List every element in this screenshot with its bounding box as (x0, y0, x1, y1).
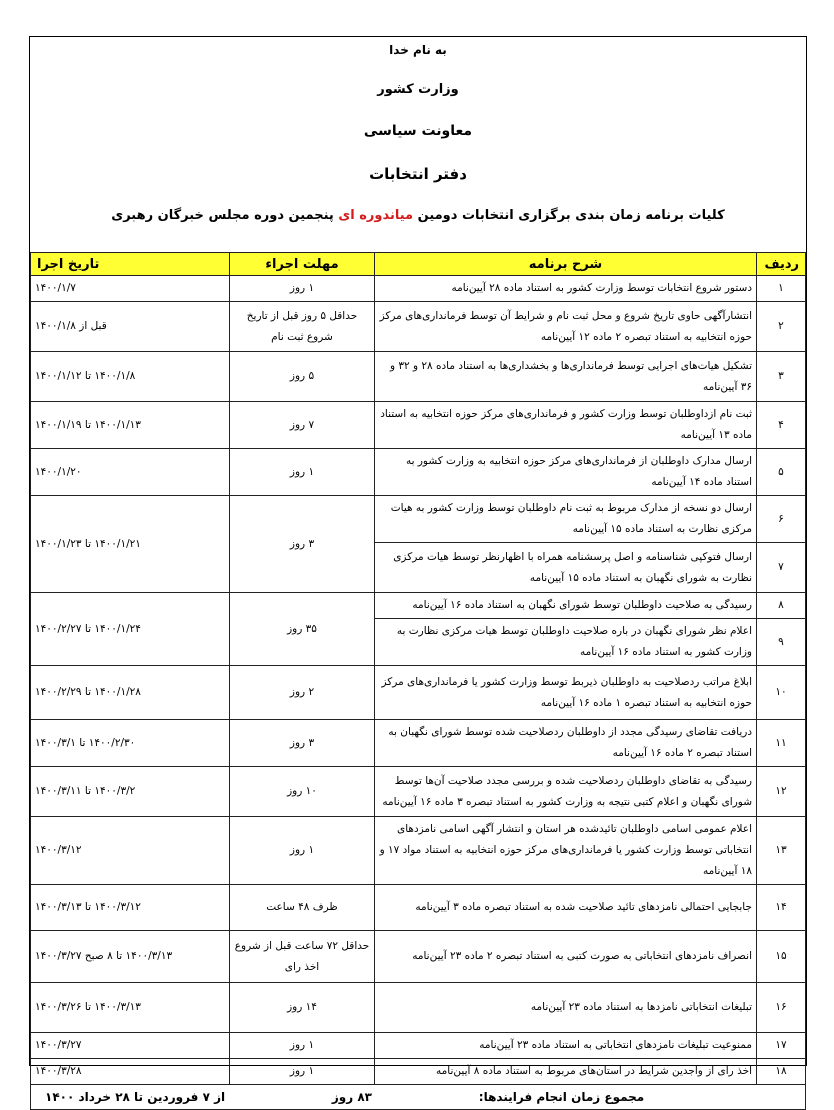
row-description: انتشارآگهی حاوی تاریخ شروع و محل ثبت نام و شرایط آن توسط فرمانداری‌های مرکز حوزه انتخابیه به استناد تبصره ۲ ماده ۱۲ آیین‌نامه (375, 302, 757, 352)
heading-bismillah: به نام خدا (389, 43, 447, 57)
total-cell (31, 1085, 806, 1110)
col-header-date: تاریخ اجرا (31, 253, 230, 276)
table-row (31, 931, 806, 983)
row-deadline: ۱۰ روز (230, 767, 375, 817)
table-row (31, 1059, 806, 1085)
row-description: رسیدگی به تقاضای داوطلبان ردصلاحیت شده و بررسی مجدد صلاحیت آن‌ها توسط شورای نگهبان و اعلام کتبی نتیجه به وزارت کشور به استناد تبصره ۳ ماده ۱۶ آیین‌نامه (375, 767, 757, 817)
row-deadline: ۳۵ روز (230, 593, 375, 666)
row-deadline: ۱ روز (230, 1059, 375, 1085)
table-header-row (31, 253, 806, 276)
total-label: مجموع زمان انجام فرایندها: (478, 1090, 645, 1104)
table-row (31, 352, 806, 402)
row-description: جابجایی احتمالی نامزدهای تائید صلاحیت شده به استناد تبصره ماده ۳ آیین‌نامه (375, 885, 757, 931)
row-date: قبل از ۱۴۰۰/۱/۸ (31, 302, 230, 352)
row-description: انصراف نامزدهای انتخاباتی به صورت کتبی به استناد تبصره ۲ ماده ۲۳ آیین‌نامه (375, 931, 757, 983)
row-deadline: ۱ روز (230, 449, 375, 496)
row-date: ۱۴۰۰/۱/۱۳ تا ۱۴۰۰/۱/۱۹ (31, 402, 230, 449)
heading-ministry: وزارت کشور (377, 82, 459, 97)
table-row (31, 720, 806, 767)
row-description: دریافت تقاضای رسیدگی مجدد از داوطلبان ردصلاحیت شده توسط شورای نگهبان به استناد تبصره ۲ ماده ۱۶ آیین‌نامه (375, 720, 757, 767)
col-header-description: شرح برنامه (375, 253, 757, 276)
row-number: ۱۷ (757, 1033, 806, 1059)
row-description: اعلام نظر شورای نگهبان در باره صلاحیت داوطلبان توسط هیات مرکزی نظارت به وزارت کشور به استناد ماده ۱۶ آیین‌نامه (375, 619, 757, 666)
table-row (31, 593, 806, 619)
row-number: ۹ (757, 619, 806, 666)
title-part-2: پنجمین دوره مجلس خبرگان رهبری (111, 208, 339, 223)
row-number: ۲ (757, 302, 806, 352)
row-number: ۱۶ (757, 983, 806, 1033)
row-deadline: حداقل ۵ روز قبل از تاریخ شروع ثبت نام (230, 302, 375, 352)
row-date: ۱۴۰۰/۱/۸ تا ۱۴۰۰/۱/۱۲ (31, 352, 230, 402)
row-date: ۱۴۰۰/۳/۱۲ (31, 817, 230, 885)
row-description: اعلام عمومی اسامی داوطلبان تائیدشده هر استان و انتشار آگهی اسامی نامزدهای انتخاباتی توسط وزارت کشور یا فرمانداری‌های مرکز حوزه انتخابیه به استناد مواد ۱۷ و ۱۸ آیین‌نامه (375, 817, 757, 885)
row-number: ۶ (757, 496, 806, 543)
row-date: ۱۴۰۰/۱/۷ (31, 276, 230, 302)
document-frame (29, 36, 807, 1104)
table-row (31, 496, 806, 543)
row-date: ۱۴۰۰/۲/۳۰ تا ۱۴۰۰/۳/۱ (31, 720, 230, 767)
row-description: ممنوعیت تبلیغات نامزدهای انتخاباتی به استناد ماده ۲۳ آیین‌نامه (375, 1033, 757, 1059)
col-header-deadline: مهلت اجراء (230, 253, 375, 276)
title-highlight: میاندوره ای (338, 208, 414, 223)
row-description: ثبت نام ازداوطلبان توسط وزارت کشور و فرمانداری‌های مرکز حوزه انتخابیه به استناد ماده ۱۳ آیین‌نامه (375, 402, 757, 449)
row-deadline: ۱ روز (230, 1033, 375, 1059)
row-description: رسیدگی به صلاحیت داوطلبان توسط شورای نگهبان به استناد ماده ۱۶ آیین‌نامه (375, 593, 757, 619)
row-deadline: ۱۴ روز (230, 983, 375, 1033)
table-row (31, 666, 806, 720)
row-deadline: ظرف ۴۸ ساعت (230, 885, 375, 931)
row-description: ارسال مدارک داوطلبان از فرمانداری‌های مرکز حوزه انتخابیه به وزارت کشور به استناد ماده ۱۴ آیین‌نامه (375, 449, 757, 496)
row-number: ۷ (757, 543, 806, 593)
table-row (31, 276, 806, 302)
row-deadline: ۳ روز (230, 496, 375, 593)
row-number: ۱ (757, 276, 806, 302)
row-date: ۱۴۰۰/۱/۲۰ (31, 449, 230, 496)
table-row (31, 1033, 806, 1059)
row-date: ۱۴۰۰/۱/۲۸ تا ۱۴۰۰/۲/۲۹ (31, 666, 230, 720)
heading-deputy: معاونت سیاسی (363, 123, 473, 139)
row-date: ۱۴۰۰/۳/۱۲ تا ۱۴۰۰/۳/۱۳ (31, 885, 230, 931)
table-row (31, 885, 806, 931)
row-number: ۱۳ (757, 817, 806, 885)
table-row (31, 983, 806, 1033)
row-deadline: ۱ روز (230, 817, 375, 885)
heading-office: دفتر انتخابات (369, 165, 467, 183)
row-date: ۱۴۰۰/۱/۲۴ تا ۱۴۰۰/۲/۲۷ (31, 593, 230, 666)
row-deadline: ۷ روز (230, 402, 375, 449)
row-date: ۱۴۰۰/۳/۲۸ (31, 1059, 230, 1085)
row-number: ۴ (757, 402, 806, 449)
document-title (30, 208, 806, 223)
title-part-1: کلیات برنامه زمان بندی برگزاری انتخابات دومین (413, 208, 725, 223)
row-number: ۱۰ (757, 666, 806, 720)
row-date: ۱۴۰۰/۳/۱۳ تا ۱۴۰۰/۳/۲۶ (31, 983, 230, 1033)
row-date: ۱۴۰۰/۱/۲۱ تا ۱۴۰۰/۱/۲۳ (31, 496, 230, 593)
row-description: اخذ رای از واجدین شرایط در استان‌های مربوط به استناد ماده ۸ آیین‌نامه (375, 1059, 757, 1085)
row-deadline: ۲ روز (230, 666, 375, 720)
total-days: ۸۳ روز (331, 1090, 372, 1104)
row-description: تشکیل هیات‌های اجرایی توسط فرمانداری‌ها و بخشداری‌ها به استناد ماده ۲۸ و ۳۲ و ۳۶ آیین‌نامه (375, 352, 757, 402)
row-deadline: ۵ روز (230, 352, 375, 402)
row-date: ۱۴۰۰/۳/۱۳ تا ۸ صبح ۱۴۰۰/۳/۲۷ (31, 931, 230, 983)
row-date: ۱۴۰۰/۳/۲۷ (31, 1033, 230, 1059)
table-row (31, 402, 806, 449)
row-description: ارسال دو نسخه از مدارک مربوط به ثبت نام داوطلبان توسط وزارت کشور به هیات مرکزی نظارت به استناد ماده ۱۵ آیین‌نامه (375, 496, 757, 543)
row-description: تبلیغات انتخاباتی نامزدها به استناد ماده ۲۳ آیین‌نامه (375, 983, 757, 1033)
table-row (31, 302, 806, 352)
row-date: ۱۴۰۰/۳/۲ تا ۱۴۰۰/۳/۱۱ (31, 767, 230, 817)
row-number: ۵ (757, 449, 806, 496)
total-row (31, 1085, 806, 1110)
schedule-table (30, 252, 806, 1110)
col-header-row-number: ردیف (757, 253, 806, 276)
row-number: ۱۱ (757, 720, 806, 767)
row-deadline: ۳ روز (230, 720, 375, 767)
row-description: ارسال فتوکپی شناسنامه و اصل پرسشنامه همراه با اظهارنظر توسط هیات مرکزی نظارت به شورای نگهبان به استناد ماده ۱۵ آیین‌نامه (375, 543, 757, 593)
row-number: ۱۸ (757, 1059, 806, 1085)
table-row (31, 449, 806, 496)
row-number: ۳ (757, 352, 806, 402)
row-number: ۸ (757, 593, 806, 619)
row-number: ۱۴ (757, 885, 806, 931)
total-range: از ۷ فروردین تا ۲۸ خرداد ۱۴۰۰ (45, 1090, 226, 1104)
row-description: دستور شروع انتخابات توسط وزارت کشور به استناد ماده ۲۸ آیین‌نامه (375, 276, 757, 302)
row-description: ابلاغ مراتب ردصلاحیت به داوطلبان ذیربط توسط وزارت کشور یا فرمانداری‌های مرکز حوزه انتخابیه به استناد تبصره ۱ ماده ۱۶ آیین‌نامه (375, 666, 757, 720)
row-deadline: حداقل ۷۲ ساعت قبل از شروع اخذ رای (230, 931, 375, 983)
table-row (31, 817, 806, 885)
row-number: ۱۵ (757, 931, 806, 983)
row-number: ۱۲ (757, 767, 806, 817)
table-row (31, 767, 806, 817)
row-deadline: ۱ روز (230, 276, 375, 302)
